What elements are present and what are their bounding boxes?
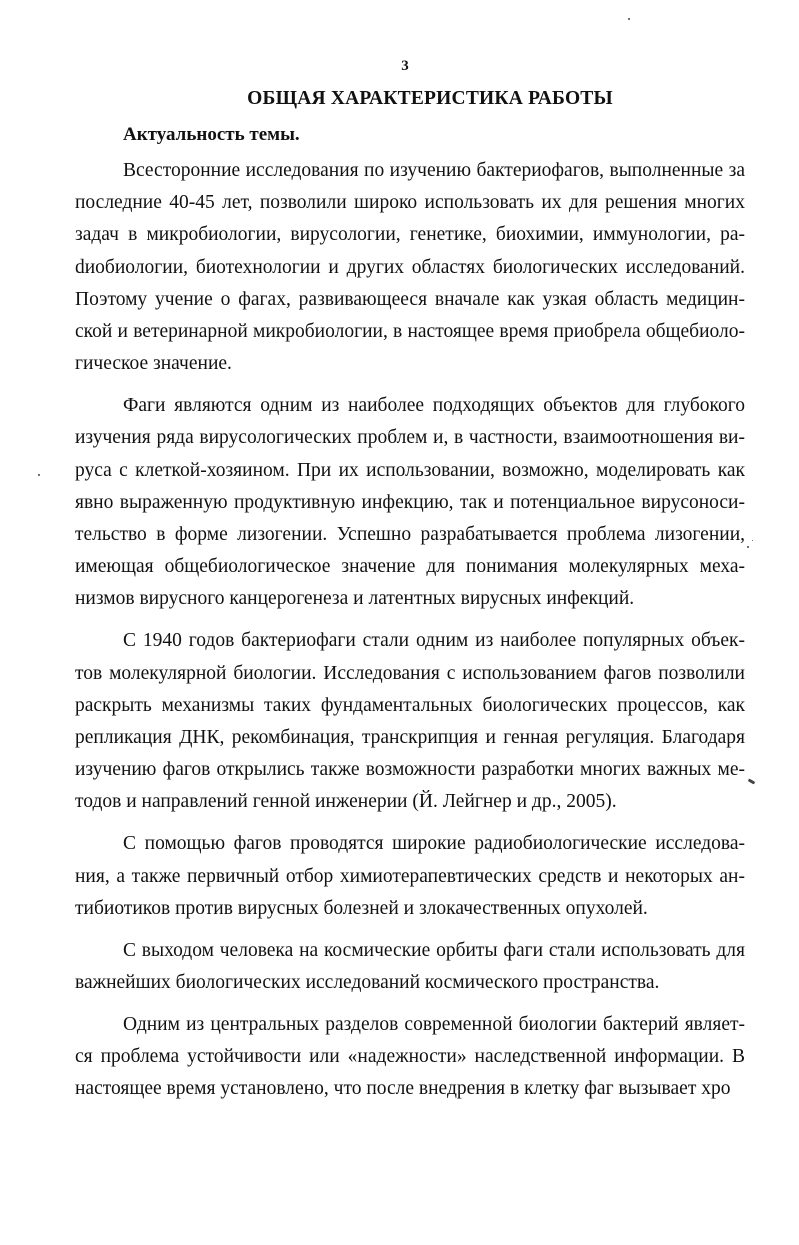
paragraph: С 1940 годов бактериофаги стали одним из наиболее популярных объектов молекулярной биологии. Исследования с использованием фагов позволили раскрыть механизмы таких фундаментальных биологических процессов, как репликация ДНК, рекомбинация, транскрипция и генная регуляция. Благодаря изучению фагов открылись также возможности разработки многих важных методов и направлений генной инженерии (Й. Лейгнер и др., 2005). [75, 630, 745, 813]
scan-speck [748, 778, 756, 784]
section-heading: ОБЩАЯ ХАРАКТЕРИСТИКА РАБОТЫ [247, 88, 613, 109]
scan-speck [38, 474, 40, 476]
paragraph: Одним из центральных разделов современной биологии бактерий является проблема устойчивости или «надежности» наследственной информации. В настоящее время установлено, что после внедрения в клетку фаг вызывает хро [75, 1014, 745, 1100]
subsection-heading: Актуальность темы. [123, 124, 300, 145]
paragraph: С выходом человека на космические орбиты фаги стали использовать для важнейших биологических исследований космического пространства. [75, 939, 745, 994]
scan-speck [628, 18, 630, 20]
paragraph: Фаги являются одним из наиболее подходящих объектов для глубокого изучения ряда вирусологических проблем и, в частности, взаимоотношения вируса с клеткой-хозяином. При их использовании, возможно, моделировать как явно выраженную продуктивную инфекцию, так и потенциальное вирусоносительство в форме лизогении. Успешно разрабатывается проблема лизогении, имеющая общебиологическое значение для понимания молекулярных механизмов вирусного канцерогенеза и латентных вирусных инфекций. [75, 395, 745, 610]
scan-speck [752, 540, 753, 541]
scan-speck [747, 546, 749, 548]
page-number: 3 [401, 58, 409, 74]
paragraph: С помощью фагов проводятся широкие радиобиологические исследования, а также первичный отбор химиотерапевтических средств и некоторых антибиотиков против вирусных болезней и злокачественных опухолей. [75, 833, 745, 919]
body-text [75, 155, 745, 1106]
paragraph: Всесторонние исследования по изучению бактериофагов, выполненные за последние 40-45 лет, позволили широко использовать их для решения многих задач в микробиологии, вирусологии, генетике, биохимии, иммунологии, раdиобиологии, биотехнологии и других областях биологических исследований. Поэтому учение о фагах, развивающееся вначале как узкая область медицинской и ветеринарной микробиологии, в настоящее время приобрела общебиологическое значение. [75, 160, 745, 375]
